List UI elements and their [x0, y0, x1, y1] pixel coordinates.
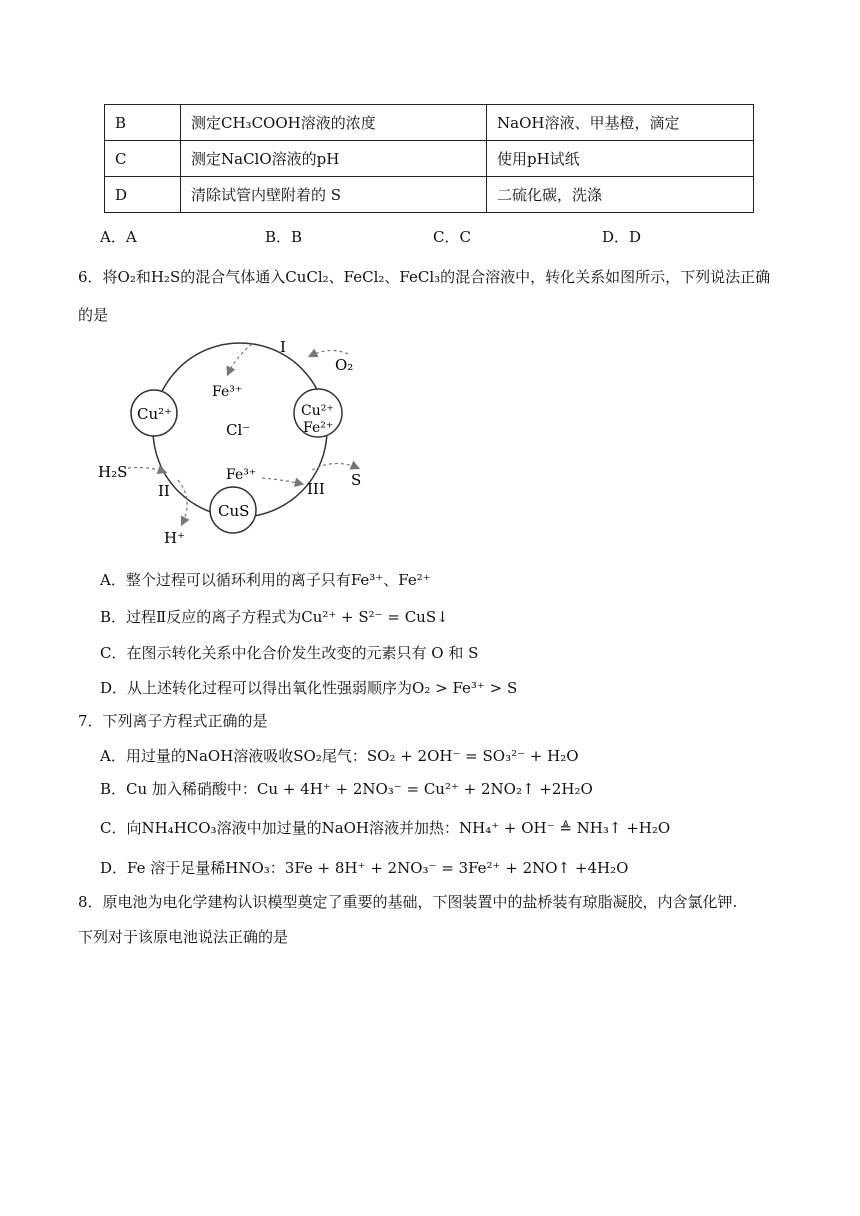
q5-choice-d: D．D	[602, 228, 642, 246]
q7-stem: 7．下列离子方程式正确的是	[78, 712, 268, 730]
q5-choice-a: A．A	[100, 228, 137, 246]
q7-option-c: C．向NH₄HCO₃溶液中加过量的NaOH溶液并加热：NH₄⁺ + OH⁻ ≜ NH₃↑ +H₂O	[100, 819, 671, 837]
row-experiment: 测定NaClO溶液的pH	[181, 141, 487, 177]
fe3-bottom-label: Fe³⁺	[226, 467, 257, 483]
q7-option-d: D．Fe 溶于足量稀HNO₃：3Fe + 8H⁺ + 2NO₃⁻ = 3Fe²⁺ + 2NO↑ +4H₂O	[100, 859, 629, 877]
q6-stem-line1: 6．将O₂和H₂S的混合气体通入CuCl₂、FeCl₂、FeCl₃的混合溶液中，转化关系如图所示，下列说法正确	[78, 268, 771, 286]
q6-option-d: D．从上述转化过程可以得出氧化性强弱顺序为O₂ > Fe³⁺ > S	[100, 679, 518, 697]
q8-stem-line1: 8．原电池为电化学建构认识模型奠定了重要的基础，下图装置中的盐桥装有琼脂凝胶，内含氯化钾.	[78, 893, 738, 911]
o2-label: O₂	[335, 356, 354, 374]
arrow-to-fe3-top	[228, 344, 252, 374]
q5-choice-c: C．C	[433, 228, 471, 246]
table-row	[105, 177, 754, 213]
arrow-h-out	[178, 480, 187, 524]
cus-label: CuS	[218, 502, 250, 520]
table-row	[105, 105, 754, 141]
q5-choice-b: B．B	[265, 228, 303, 246]
row-letter: C	[105, 141, 181, 177]
row-experiment: 清除试管内壁附着的 S	[181, 177, 487, 213]
arrow-fe3-bottom	[262, 478, 302, 484]
options-table	[104, 104, 754, 213]
cu-left-label: Cu²⁺	[137, 405, 173, 423]
fe-right-label: Fe²⁺	[303, 420, 334, 436]
s-label: S	[351, 471, 362, 489]
process-i-label: I	[280, 338, 286, 356]
row-letter: B	[105, 105, 181, 141]
q6-stem-line2: 的是	[78, 306, 109, 324]
arrow-h2s-in	[128, 468, 165, 473]
row-method: 使用pH试纸	[487, 141, 754, 177]
row-experiment: 测定CH₃COOH溶液的浓度	[181, 105, 487, 141]
arrow-s-out	[312, 463, 358, 470]
row-method: NaOH溶液、甲基橙，滴定	[487, 105, 754, 141]
q7-option-b: B．Cu 加入稀硝酸中：Cu + 4H⁺ + 2NO₃⁻ = Cu²⁺ + 2NO₂↑ +2H₂O	[100, 780, 593, 798]
h2s-label: H₂S	[98, 463, 128, 481]
q7-option-a: A．用过量的NaOH溶液吸收SO₂尾气：SO₂ + 2OH⁻ = SO₃²⁻ + H₂O	[100, 747, 579, 765]
q8-stem-line2: 下列对于该原电池说法正确的是	[78, 928, 289, 946]
q6-option-b: B．过程Ⅱ反应的离子方程式为Cu²⁺ + S²⁻ = CuS↓	[100, 608, 449, 626]
cu-right-label: Cu²⁺	[301, 403, 334, 419]
q6-option-c: C．在图示转化关系中化合价发生改变的元素只有 O 和 S	[100, 644, 479, 662]
h-plus-label: H⁺	[164, 529, 185, 547]
fe3-top-label: Fe³⁺	[212, 384, 243, 400]
row-letter: D	[105, 177, 181, 213]
cycle-diagram	[90, 330, 390, 555]
q6-option-a: A．整个过程可以循环利用的离子只有Fe³⁺、Fe²⁺	[100, 571, 431, 589]
cl-label: Cl⁻	[226, 421, 251, 439]
table-row	[105, 141, 754, 177]
process-ii-label: II	[158, 482, 170, 500]
process-iii-label: III	[307, 480, 325, 498]
row-method: 二硫化碳，洗涤	[487, 177, 754, 213]
